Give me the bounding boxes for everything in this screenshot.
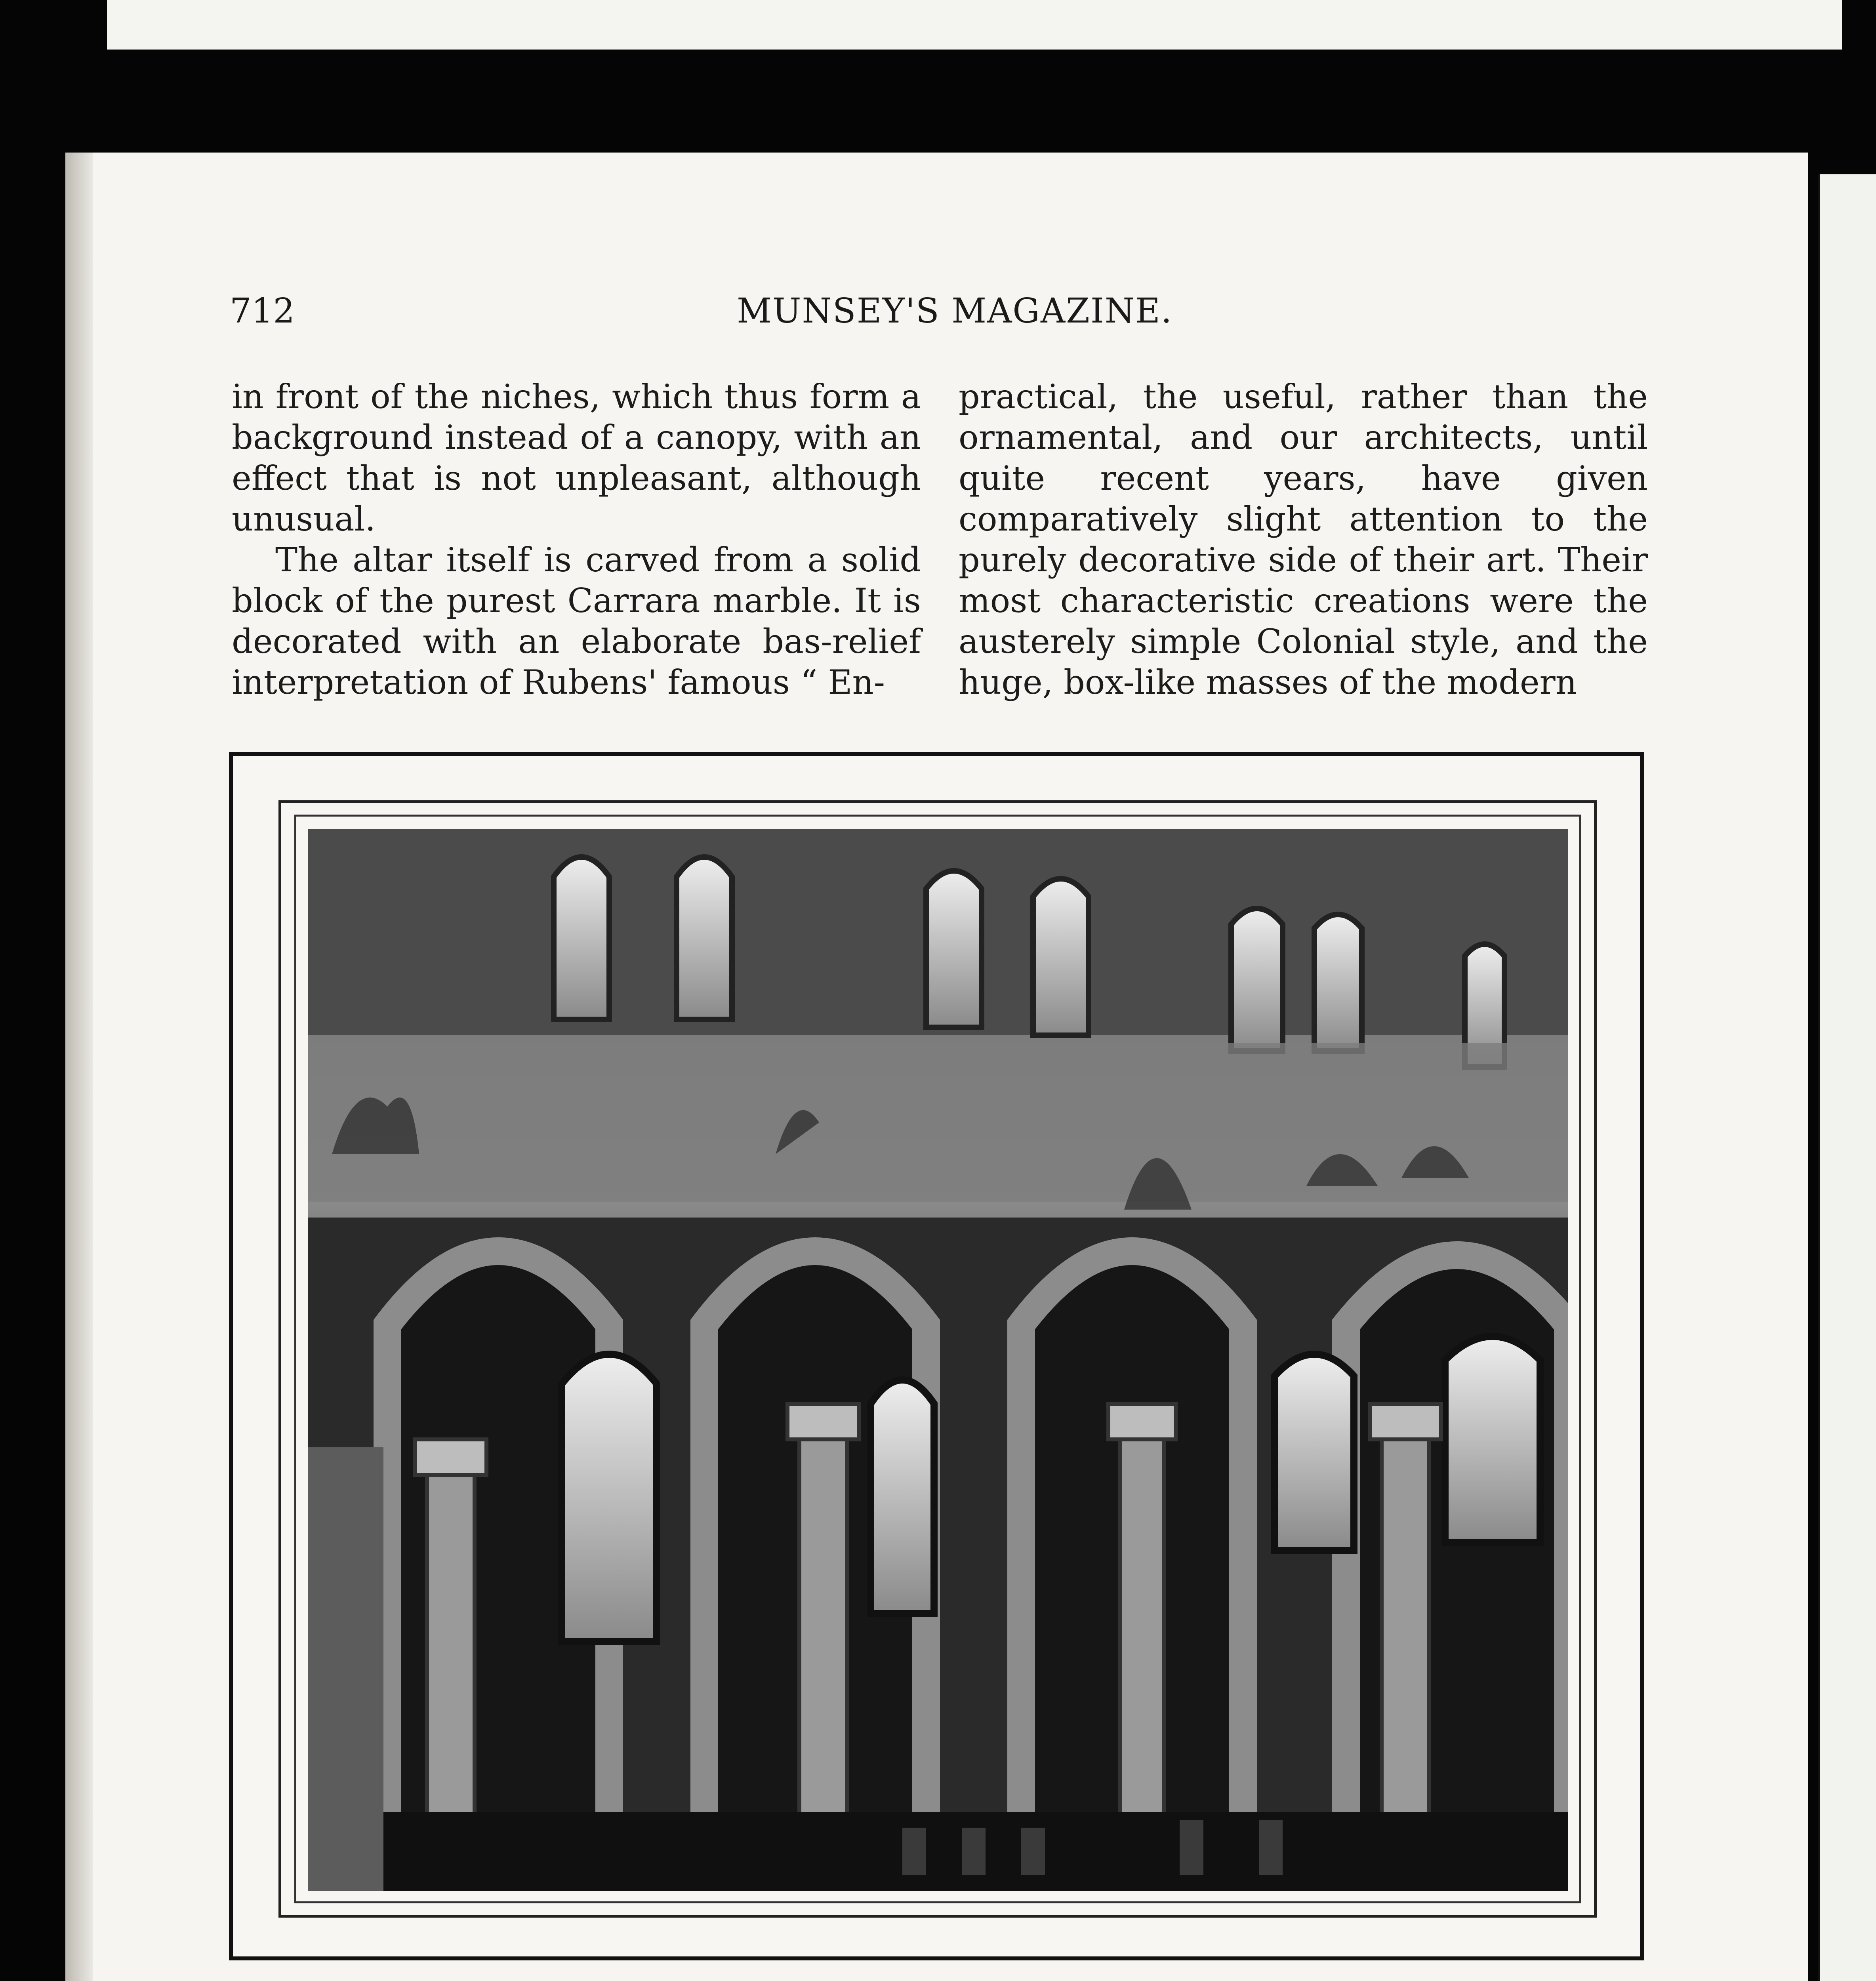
magazine-title: MUNSEY'S MAGAZINE.: [737, 291, 1173, 331]
paragraph: in front of the niches, which thus form a background instead of a canopy, with an effect that is not unpleasant, although unusual.: [232, 377, 921, 538]
figure-frame: [229, 752, 1644, 1960]
text-column-top-right: [959, 376, 1648, 703]
paragraph: The altar itself is carved from a solid block of the purest Carrara marble. It is decorated with an elaborate bas-relief interpretation of Rubens' famous “ En-: [232, 540, 921, 702]
church-interior-photo: [308, 829, 1568, 1891]
next-page-edge: [1818, 174, 1876, 1981]
page-binding-shadow: [65, 153, 93, 1981]
text-column-top-left: [232, 376, 921, 703]
page-number: 712: [230, 291, 295, 331]
previous-page-edge: [107, 0, 1842, 50]
running-head: [230, 291, 1743, 343]
paragraph: practical, the useful, rather than the ornamental, and our architects, until quite recent years, have given comparatively slight attention to the purely decorative side of their art. Their most characteristic creations were the austerely simple Colonial style, and the huge, box-like masses of the modern: [959, 377, 1648, 702]
